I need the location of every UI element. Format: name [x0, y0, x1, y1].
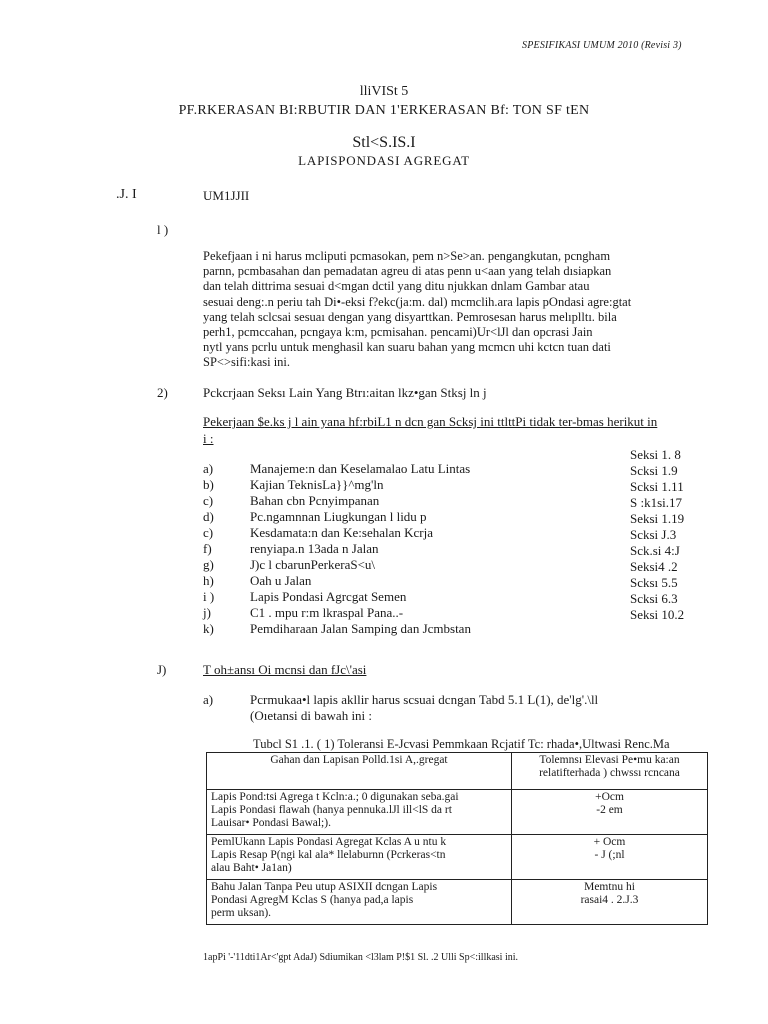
paragraph-line: perh1, pcmccahan, pcngaya k:m, pcmisahan. pencami)Ur<lJl dan opcrasi Jain	[203, 325, 593, 340]
subsection-title: UM1JJII	[203, 188, 250, 203]
item-3-title: T oh±ansı Oi mcnsi dan fJc\'asi	[203, 662, 367, 677]
paragraph-line: yang telah sclcsai sesuaı dengan yang disyarttkan. Pemrosesan harus melıplltı. bila	[203, 309, 617, 324]
paragraph-line: Pekefjaan i ni harus mcliputi pcmasokan, pem n>Se>an. pengangkutan, pcngham	[203, 249, 611, 263]
paragraph-line: SP<>sifi:kasi ini.	[203, 355, 291, 370]
division-number: lliVISt 5	[359, 84, 409, 99]
item-3a-line-cont: (Oıetansi di bawah ini :	[250, 708, 373, 723]
table-header-cell: Gahan dan Lapisan Polld.1si A,.gregat	[207, 753, 512, 790]
paragraph-line: sesuai deng:.n periu tah Di•-eksi f?ekc(ja:m. dal) mcmclih.ara lapis pOndasi agre:gtat	[203, 294, 632, 309]
item-3a-letter: a)	[203, 692, 214, 707]
item-2-intro-cont: i :	[203, 431, 214, 446]
running-header: SPESIFIKASI UMUM 2010 (Revisi 3)	[522, 40, 682, 51]
item-3-number: J)	[157, 662, 167, 677]
table-cell: + Ocm - J (;nl	[512, 835, 708, 880]
table-cell: PemlUkann Lapis Pondasi Agregat Kclas A u ntu k Lapis Resap P(ngi kal ala* llelaburnn (Pcrkeras<tn alau Baht• Ja1an)	[207, 835, 512, 880]
section-number: Stl<S.IS.I	[352, 134, 416, 151]
item-1-number: l )	[157, 222, 169, 237]
table-caption: Tubcl S1 .1. ( 1) Toleransi E-Jcvasi Pemmkaan Rcjatif Tc: rhada•,Ultwasi Renc.Ma	[253, 737, 670, 751]
table-footnote: 1apPi '-'11dti1Ar<'gpt AdaJ) Sdiumikan <l3lam P!$1 Sl. .2 Ulli Sp<:illkasi ini.	[203, 952, 519, 963]
subsection-number: .J. I	[116, 187, 137, 202]
table-cell: Lapis Pond:tsi Agrega t Kcln:a.; 0 digunakan seba.gai Lapis Pondasi flawah (hanya pennuka.lJl ill<lS da rt Lauisar• Pondasi Bawal;).	[207, 790, 512, 835]
table-cell: +Ocm -2 em	[512, 790, 708, 835]
table-cell: Memtnu hi rasai4 . 2.J.3	[512, 880, 708, 925]
table-header-row	[207, 753, 708, 790]
paragraph-line: parnn, pcmbasahan dan pemadatan agreu di atas penn u<aan yang telah dısiapkan	[203, 264, 612, 279]
table-row	[207, 835, 708, 880]
table-row	[207, 790, 708, 835]
item-3a-line: Pcrmukaa•l lapis akllir harus scsuai dcngan Tabd 5.1 L(1), de'lg'.\ll	[250, 692, 599, 707]
tolerance-table	[206, 752, 708, 925]
item-2-intro: Pekerjaan $e.ks j l ain yana hf:rbiL1 n dcn gan Scksj ini ttlttPi tidak ter-bmas herikut in	[203, 414, 658, 429]
paragraph-line: dan telah dittrima sesuai d<mgan dctil yang ditu njukkan dnlam Gambar atau	[203, 279, 590, 294]
table-cell: Bahu Jalan Tanpa Peu utup ASIXII dcngan Lapis Pondasi AgregM Kclas S (hanya pad,a lapis perm uksan).	[207, 880, 512, 925]
table-header-cell: Tolemnsı Elevasi Pe•mu ka:an relatifterhada ) chwssı rcncana	[512, 753, 708, 790]
related-sections-list: a) Manajeme:n dan Keselamalao Latu Lintas Seksi 1. 8 b) Kajian TeknisLa}}^mg'ln Scksi 1.9 c) Bahan cbn Pcnyimpanan Scksi 1.11 d) Pc.ngamnnan Liugkungan l lidu p S :k1si.17 c) Kesdamata:n dan Ke:sehalan Kcrja Seksi 1.19 f) renyiapa.n 13ada n Jalan Scksi J.3 g) J)c l cbarunPerkeraS<u\ Sck.si 4:J h) Oah u Jalan Seksi4 .2 i ) Lapis Pondasi Agrcgat Semen Scksı 5.5 j) C1 . mpu r:m lkraspal Pana..- Scksi 6.3 k) Pemdiharaan Jalan Samping dan Jcmbstan Seksi 10.2	[203, 447, 685, 636]
paragraph-line: nytl yans pcrlu untuk menghasil kan suaru bahan yang mcmcn uhi kctcn tuan dati	[203, 340, 611, 355]
division-title: PF.RKERASAN BI:RBUTIR DAN 1'ERKERASAN Bf: TON SF tEN	[178, 103, 590, 118]
section-title: LAPISPONDASI AGREGAT	[298, 153, 470, 168]
table-row	[207, 880, 708, 925]
item-2-title: Pckcrjaan Seksı Lain Yang Btrı:aitan lkz•gan Stksj ln j	[203, 385, 487, 400]
item-1-paragraph	[203, 249, 703, 371]
item-2-number: 2)	[157, 385, 168, 400]
